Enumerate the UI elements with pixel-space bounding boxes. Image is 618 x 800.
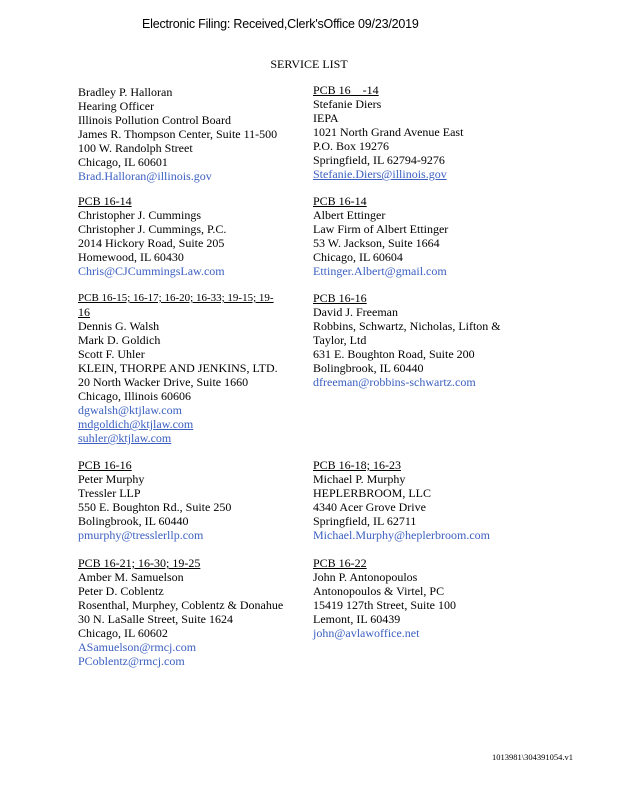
contact-line: IEPA bbox=[313, 111, 339, 125]
contact-line: Michael P. Murphy bbox=[313, 472, 406, 486]
contact-line: 30 N. LaSalle Street, Suite 1624 bbox=[78, 612, 233, 626]
contact-line: Illinois Pollution Control Board bbox=[78, 113, 232, 127]
email-link[interactable]: john@avlawoffice.net bbox=[313, 626, 420, 640]
contact-line: Hearing Officer bbox=[78, 99, 155, 113]
case-number: PCB 16-14 bbox=[313, 194, 367, 208]
service-entry-peter-murphy bbox=[78, 458, 231, 542]
contact-line: Lemont, IL 60439 bbox=[313, 612, 401, 626]
contact-line: P.O. Box 19276 bbox=[313, 139, 390, 153]
contact-line: Dennis G. Walsh bbox=[78, 319, 160, 333]
service-entry-halloran bbox=[78, 85, 277, 183]
case-number: PCB 16 -14 bbox=[313, 83, 379, 97]
email-link[interactable]: Ettinger.Albert@gmail.com bbox=[313, 264, 447, 278]
service-entry-diers bbox=[313, 83, 463, 181]
contact-line: Robbins, Schwartz, Nicholas, Lifton & bbox=[313, 319, 501, 333]
contact-line: Christopher J. Cummings bbox=[78, 208, 202, 222]
case-number: PCB 16-15; 16-17; 16-20; 16-33; 19-15; 19- bbox=[78, 292, 274, 304]
email-link[interactable]: suhler@ktjlaw.com bbox=[78, 431, 172, 445]
service-entry-ettinger bbox=[313, 194, 448, 278]
email-link[interactable]: dfreeman@robbins-schwartz.com bbox=[313, 375, 476, 389]
service-entry-samuelson bbox=[78, 556, 283, 668]
service-entry-antonopoulos bbox=[313, 556, 456, 640]
contact-line: HEPLERBROOM, LLC bbox=[313, 486, 432, 500]
contact-line: Taylor, Ltd bbox=[313, 333, 367, 347]
contact-line: Peter D. Coblentz bbox=[78, 584, 164, 598]
service-entry-michael-murphy bbox=[313, 458, 490, 542]
email-link[interactable]: Michael.Murphy@heplerbroom.com bbox=[313, 528, 491, 542]
email-link[interactable]: mdgoldich@ktjlaw.com bbox=[78, 417, 194, 431]
case-number: PCB 16-16 bbox=[78, 458, 132, 472]
contact-line: Springfield, IL 62794-9276 bbox=[313, 153, 445, 167]
case-number: PCB 16-18; 16-23 bbox=[313, 458, 402, 472]
contact-line: Amber M. Samuelson bbox=[78, 570, 184, 584]
contact-line: Springfield, IL 62711 bbox=[313, 514, 417, 528]
contact-line: 15419 127th Street, Suite 100 bbox=[313, 598, 456, 612]
email-link[interactable]: Chris@CJCummingsLaw.com bbox=[78, 264, 225, 278]
service-entry-cummings bbox=[78, 194, 226, 278]
contact-line: Bradley P. Halloran bbox=[78, 85, 173, 99]
email-link[interactable]: Stefanie.Diers@illinois.gov bbox=[313, 167, 447, 181]
filing-stamp-header: Electronic Filing: Received,Clerk'sOffice 09/23/2019 bbox=[142, 17, 419, 31]
case-number-continued: 16 bbox=[78, 305, 90, 319]
contact-line: Chicago, IL 60601 bbox=[78, 155, 168, 169]
case-number: PCB 16-22 bbox=[313, 556, 367, 570]
contact-line: Homewood, IL 60430 bbox=[78, 250, 184, 264]
case-number: PCB 16-16 bbox=[313, 291, 367, 305]
contact-line: Chicago, Illinois 60606 bbox=[78, 389, 191, 403]
contact-line: Stefanie Diers bbox=[313, 97, 382, 111]
contact-line: Bolingbrook, IL 60440 bbox=[313, 361, 424, 375]
email-link[interactable]: PCoblentz@rmcj.com bbox=[78, 654, 185, 668]
case-number: PCB 16-21; 16-30; 19-25 bbox=[78, 556, 201, 570]
service-entry-walsh bbox=[78, 291, 278, 445]
contact-line: Bolingbrook, IL 60440 bbox=[78, 514, 189, 528]
contact-line: 4340 Acer Grove Drive bbox=[313, 500, 426, 514]
contact-line: Antonopoulos & Virtel, PC bbox=[313, 584, 445, 598]
contact-line: Albert Ettinger bbox=[313, 208, 386, 222]
contact-line: Scott F. Uhler bbox=[78, 347, 145, 361]
contact-line: Law Firm of Albert Ettinger bbox=[313, 222, 449, 236]
document-id-footer: 1013981\304391054.v1 bbox=[492, 752, 573, 762]
email-link[interactable]: ASamuelson@rmcj.com bbox=[78, 640, 197, 654]
email-link[interactable]: dgwalsh@ktjlaw.com bbox=[78, 403, 182, 417]
contact-line: 20 North Wacker Drive, Suite 1660 bbox=[78, 375, 249, 389]
contact-line: 100 W. Randolph Street bbox=[78, 141, 193, 155]
contact-line: Rosenthal, Murphey, Coblentz & Donahue bbox=[78, 598, 284, 612]
contact-line: Tressler LLP bbox=[78, 486, 141, 500]
contact-line: Chicago, IL 60602 bbox=[78, 626, 168, 640]
contact-line: John P. Antonopoulos bbox=[313, 570, 418, 584]
contact-line: Chicago, IL 60604 bbox=[313, 250, 403, 264]
contact-line: 550 E. Boughton Rd., Suite 250 bbox=[78, 500, 232, 514]
contact-line: David J. Freeman bbox=[313, 305, 398, 319]
service-entry-freeman bbox=[313, 291, 501, 389]
case-number: PCB 16-14 bbox=[78, 194, 132, 208]
contact-line: 53 W. Jackson, Suite 1664 bbox=[313, 236, 440, 250]
contact-line: Mark D. Goldich bbox=[78, 333, 161, 347]
page-title: SERVICE LIST bbox=[270, 57, 348, 71]
contact-line: Christopher J. Cummings, P.C. bbox=[78, 222, 227, 236]
email-link[interactable]: pmurphy@tresslerllp.com bbox=[78, 528, 204, 542]
contact-line: KLEIN, THORPE AND JENKINS, LTD. bbox=[78, 361, 278, 375]
contact-line: 631 E. Boughton Road, Suite 200 bbox=[313, 347, 475, 361]
email-link[interactable]: Brad.Halloran@illinois.gov bbox=[78, 169, 212, 183]
contact-line: James R. Thompson Center, Suite 11-500 bbox=[78, 127, 278, 141]
contact-line: 2014 Hickory Road, Suite 205 bbox=[78, 236, 225, 250]
contact-line: Peter Murphy bbox=[78, 472, 145, 486]
contact-line: 1021 North Grand Avenue East bbox=[313, 125, 464, 139]
